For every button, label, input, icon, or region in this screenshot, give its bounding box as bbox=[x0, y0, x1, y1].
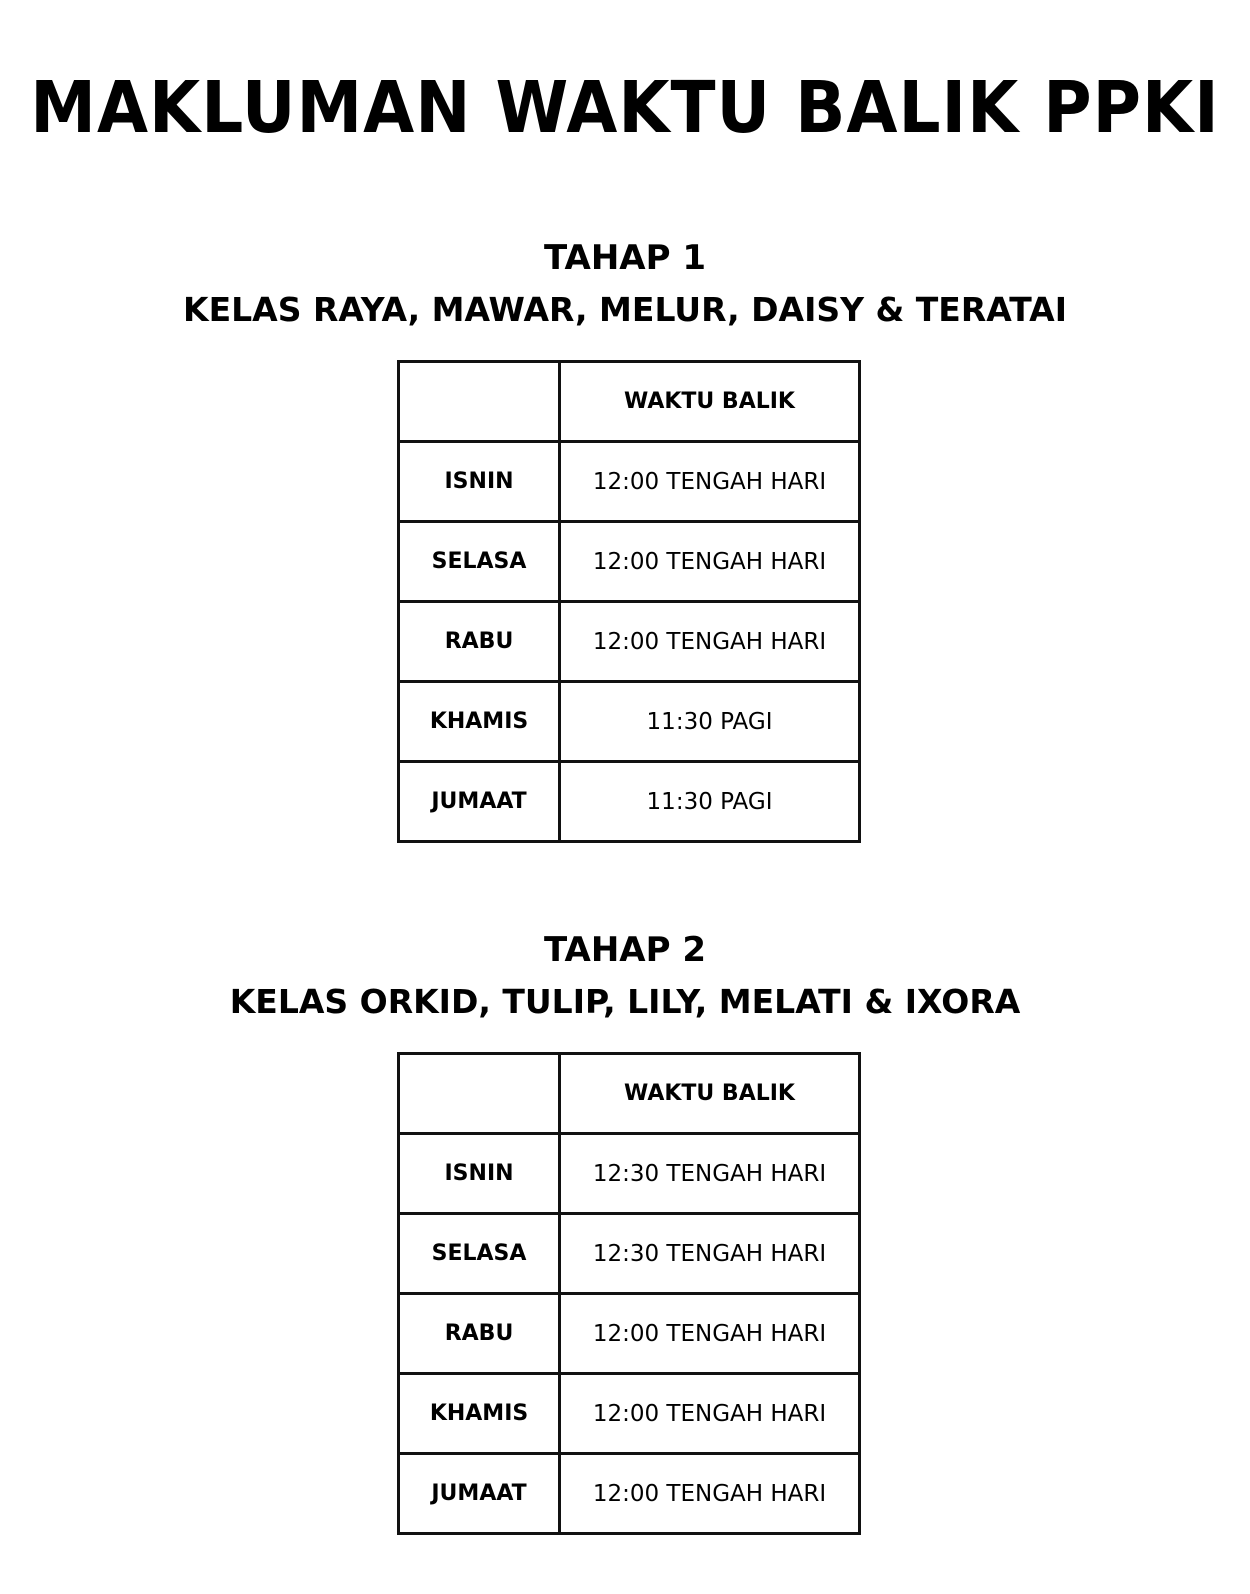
table-row bbox=[399, 1134, 860, 1214]
table-row bbox=[399, 1374, 860, 1454]
table-row bbox=[399, 602, 860, 682]
table-row bbox=[399, 442, 860, 522]
day-cell: ISNIN bbox=[399, 1134, 560, 1214]
table-row bbox=[399, 522, 860, 602]
header-day-cell bbox=[399, 362, 560, 442]
day-cell: SELASA bbox=[399, 1214, 560, 1294]
day-cell: JUMAAT bbox=[399, 762, 560, 842]
time-cell: 12:00 TENGAH HARI bbox=[560, 1454, 860, 1534]
tahap2-schedule-table bbox=[397, 1052, 861, 1535]
tahap1-schedule-table bbox=[397, 360, 861, 843]
table-row bbox=[399, 682, 860, 762]
header-time-cell: WAKTU BALIK bbox=[560, 1054, 860, 1134]
time-cell: 12:00 TENGAH HARI bbox=[560, 442, 860, 522]
table-header-row bbox=[399, 1054, 860, 1134]
day-cell: SELASA bbox=[399, 522, 560, 602]
day-cell: KHAMIS bbox=[399, 682, 560, 762]
time-cell: 12:00 TENGAH HARI bbox=[560, 1374, 860, 1454]
time-cell: 12:30 TENGAH HARI bbox=[560, 1134, 860, 1214]
header-time-cell: WAKTU BALIK bbox=[560, 362, 860, 442]
tahap2-subtitle: KELAS ORKID, TULIP, LILY, MELATI & IXORA bbox=[229, 982, 1021, 1021]
day-cell: RABU bbox=[399, 1294, 560, 1374]
table-header-row bbox=[399, 362, 860, 442]
day-cell: ISNIN bbox=[399, 442, 560, 522]
time-cell: 12:30 TENGAH HARI bbox=[560, 1214, 860, 1294]
day-cell: RABU bbox=[399, 602, 560, 682]
page-title: MAKLUMAN WAKTU BALIK PPKI bbox=[30, 65, 1220, 150]
tahap2-title: TAHAP 2 bbox=[543, 930, 707, 970]
table-row bbox=[399, 1214, 860, 1294]
time-cell: 12:00 TENGAH HARI bbox=[560, 602, 860, 682]
time-cell: 12:00 TENGAH HARI bbox=[560, 522, 860, 602]
table-row bbox=[399, 762, 860, 842]
time-cell: 11:30 PAGI bbox=[560, 682, 860, 762]
table-row bbox=[399, 1454, 860, 1534]
time-cell: 12:00 TENGAH HARI bbox=[560, 1294, 860, 1374]
tahap1-title: TAHAP 1 bbox=[543, 238, 707, 278]
day-cell: JUMAAT bbox=[399, 1454, 560, 1534]
day-cell: KHAMIS bbox=[399, 1374, 560, 1454]
tahap1-subtitle: KELAS RAYA, MAWAR, MELUR, DAISY & TERATAI bbox=[183, 290, 1067, 329]
time-cell: 11:30 PAGI bbox=[560, 762, 860, 842]
header-day-cell bbox=[399, 1054, 560, 1134]
table-row bbox=[399, 1294, 860, 1374]
